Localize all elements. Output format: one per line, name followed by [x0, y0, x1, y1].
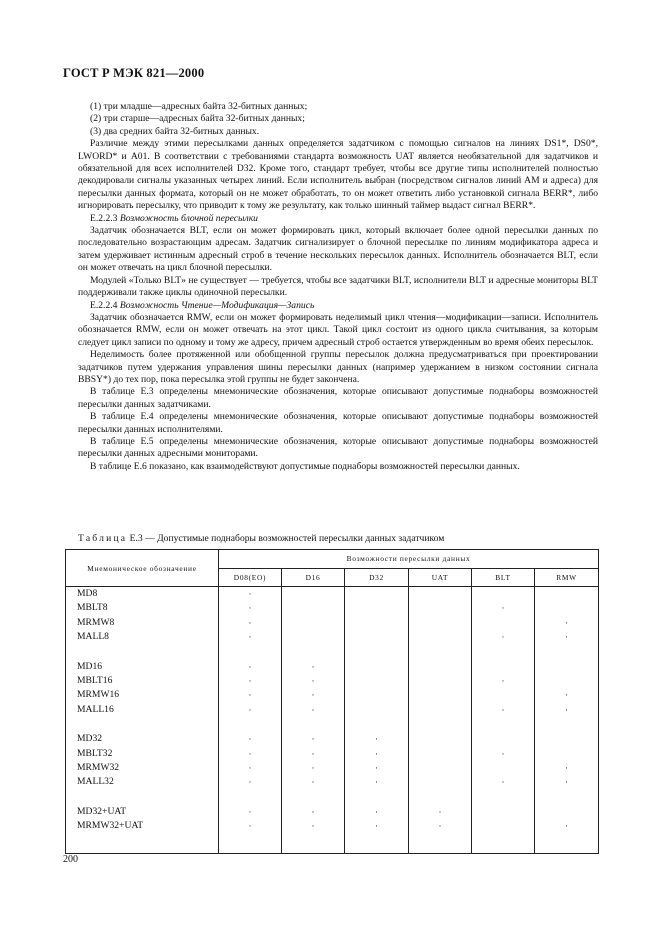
capability-mark-cell: · [409, 819, 472, 833]
capability-mark-cell [409, 674, 472, 688]
spacer-cell [282, 717, 345, 732]
capability-mark-cell [409, 732, 472, 746]
capability-mark-cell: · [219, 674, 282, 688]
spacer-cell [219, 645, 282, 660]
table-row [66, 630, 599, 644]
spacer-cell [472, 790, 535, 805]
capability-mark-cell [535, 660, 599, 674]
capability-mark-cell: · [345, 732, 409, 746]
spacer-cell [535, 834, 599, 854]
paragraph: В таблице E.4 определены мнемонические обозначения, которые описывают допустимые поднаборы возможностей пересылки данных исполнителями. [78, 411, 598, 435]
capability-mark-cell: · [282, 819, 345, 833]
subheading-title: Возможность блочной пересылки [119, 212, 258, 224]
capability-mark-cell: · [345, 747, 409, 761]
spacer-cell [345, 834, 409, 854]
spacer-cell [66, 717, 219, 732]
mnemonic-cell: MBLT8 [66, 601, 219, 615]
capability-mark-cell [345, 630, 409, 644]
capability-mark-cell: · [472, 775, 535, 789]
capability-mark-cell [409, 747, 472, 761]
capability-mark-cell [535, 732, 599, 746]
capability-mark-cell: · [219, 747, 282, 761]
table-row [66, 761, 599, 775]
capability-mark-cell: · [219, 775, 282, 789]
body-text [78, 101, 598, 473]
capability-mark-cell [409, 660, 472, 674]
group-spacer-row [66, 790, 599, 805]
capability-mark-cell [472, 761, 535, 775]
capability-mark-cell [472, 616, 535, 630]
paragraph: В таблице E.5 определены мнемонические обозначения, которые описывают допустимые поднаборы возможностей пересылки данных адресными мониторами. [78, 435, 598, 460]
mnemonic-cell: MD32 [66, 732, 219, 746]
capability-mark-cell: · [282, 660, 345, 674]
capability-mark-cell [345, 660, 409, 674]
capability-mark-cell: · [282, 703, 345, 717]
subheading-rmw [78, 300, 598, 312]
column-header-mnemonic: Мнемоническое обозначение [66, 550, 219, 587]
paragraph: Задатчик обозначается RMW, если он может формировать неделимый цикл чтения—модификации—записи. Исполнитель обозначается RMW, если он может отвечать на этот цикл. Такой цикл состоит из одного цикла считывания, за которым следует цикл записи по одному и тому же адресу, причем адресный строб остается утвержденным во время обеих пересылок. [78, 311, 598, 348]
subheading-number: E.2.2.4 [90, 299, 118, 311]
spacer-cell [66, 645, 219, 660]
mnemonic-cell: MBLT32 [66, 747, 219, 761]
capability-mark-cell [535, 674, 599, 688]
capability-mark-cell: · [282, 761, 345, 775]
spacer-cell [345, 645, 409, 660]
spacer-cell [345, 717, 409, 732]
document-code-header: ГОСТ Р МЭК 821—2000 [63, 66, 205, 80]
capability-mark-cell [472, 732, 535, 746]
paragraph: Задатчик обозначается BLT, если он может формировать цикл, который включает более одной пересылки данных по последовательно возрастающим адресам. Задатчик сигнализирует о блочной пересылке по линиям модификатора адреса и затем удерживает истинным адресный строб в течение нескольких пересылок данных. Исполнитель обозначается BLT, если он может отвечать на цикл блочной пересылки. [78, 225, 598, 274]
column-header: D16 [282, 568, 345, 587]
subheading-blt [78, 213, 598, 225]
mnemonic-cell: MRMW8 [66, 616, 219, 630]
list-item: (3) два средних байта 32-битных данных. [90, 125, 260, 137]
capability-mark-cell [409, 775, 472, 789]
column-header: RMW [535, 568, 599, 587]
column-header: UAT [409, 568, 472, 587]
capability-mark-cell: · [535, 630, 599, 644]
paragraph: Неделимость более протяженной или обобщенной группы пересылок должна предусматриваться при проектировании задатчиков путем удержания управления шины пересылки данных (например удержанием в низком состоянии сигнала BBSY*) до тех пор, пока пересылка этой группы не будет закончена. [78, 349, 598, 385]
capability-mark-cell [345, 616, 409, 630]
table-row [66, 616, 599, 630]
spacer-cell [66, 834, 219, 854]
capability-mark-cell [282, 601, 345, 615]
capability-mark-cell: · [219, 819, 282, 833]
capability-mark-cell: · [219, 703, 282, 717]
capability-mark-cell [535, 587, 599, 602]
paragraph: В таблице E.6 показано, как взаимодействуют допустимые поднаборы возможностей пересылки данных. [90, 460, 520, 472]
group-spacer-row [66, 717, 599, 732]
capability-mark-cell: · [219, 616, 282, 630]
table-row [66, 688, 599, 702]
table-row [66, 775, 599, 789]
column-header: BLT [472, 568, 535, 587]
capability-mark-cell: · [472, 747, 535, 761]
mnemonic-cell: MALL32 [66, 775, 219, 789]
table-bottom-row [66, 834, 599, 854]
capability-mark-cell [535, 747, 599, 761]
capability-mark-cell [409, 616, 472, 630]
spacer-cell [535, 645, 599, 660]
capability-mark-cell [345, 688, 409, 702]
spacer-cell [472, 645, 535, 660]
spacer-cell [409, 645, 472, 660]
column-header: D08(EO) [219, 568, 282, 587]
capability-mark-cell: · [219, 761, 282, 775]
subheading-number: E.2.2.3 [90, 212, 118, 224]
capability-mark-cell [409, 601, 472, 615]
capability-mark-cell [409, 587, 472, 602]
page-number: 200 [63, 854, 78, 865]
spacer-cell [282, 834, 345, 854]
capability-mark-cell: · [472, 630, 535, 644]
capability-mark-cell: · [282, 732, 345, 746]
table-row [66, 819, 599, 833]
capability-mark-cell: · [219, 805, 282, 819]
spacer-cell [219, 834, 282, 854]
capability-mark-cell [345, 674, 409, 688]
capability-mark-cell [472, 805, 535, 819]
capability-mark-cell: · [345, 761, 409, 775]
capability-mark-cell [535, 805, 599, 819]
mnemonic-cell: MRMW32 [66, 761, 219, 775]
spacer-cell [282, 790, 345, 805]
spacer-cell [409, 834, 472, 854]
capability-mark-cell: · [219, 660, 282, 674]
column-group-header: Возможности пересылки данных [219, 550, 599, 569]
capability-mark-cell: · [282, 747, 345, 761]
capability-mark-cell: · [472, 703, 535, 717]
mnemonic-cell: MRMW32+UAT [66, 819, 219, 833]
mnemonic-cell: MALL8 [66, 630, 219, 644]
spacer-cell [472, 834, 535, 854]
table-row [66, 805, 599, 819]
capability-mark-cell [472, 688, 535, 702]
capability-mark-cell [535, 601, 599, 615]
spacer-cell [409, 790, 472, 805]
capability-mark-cell: · [535, 761, 599, 775]
spacer-cell [345, 790, 409, 805]
capability-mark-cell [409, 761, 472, 775]
spacer-cell [472, 717, 535, 732]
capability-mark-cell [282, 630, 345, 644]
capability-mark-cell: · [535, 688, 599, 702]
capability-mark-cell: · [219, 630, 282, 644]
capability-mark-cell: · [345, 819, 409, 833]
table-row [66, 732, 599, 746]
mnemonic-cell: MRMW16 [66, 688, 219, 702]
mnemonic-cell: MBLT16 [66, 674, 219, 688]
capability-mark-cell [345, 587, 409, 602]
capability-mark-cell: · [535, 775, 599, 789]
table-row [66, 674, 599, 688]
paragraph: Различие между этими пересылками данных определяется задатчиком с помощью сигналов на линиях DS1*, DS0*, LWORD* и A01. В соответствии с требованиями стандарта возможность UAT является необязательной для задатчиков и обязательной для всех исполнителей D32. Кроме того, стандарт требует, чтобы все другие типы исполнителей полностью декодировали сигналы указанных четырех линий. Если исполнитель выбран (посредством сигналов линий AM и адреса) для пересылки данных формата, который он не может обработать, то он может ответить либо установкой сигнала BERR*, либо игнорировать пересылку, что приводит к тому же результату, как только шинный таймер выдаст сигнал BERR*. [78, 138, 598, 212]
mnemonic-cell: MD32+UAT [66, 805, 219, 819]
spacer-cell [535, 717, 599, 732]
table-row [66, 703, 599, 717]
capability-mark-cell: · [472, 601, 535, 615]
capability-mark-cell: · [535, 616, 599, 630]
capability-mark-cell [345, 703, 409, 717]
capability-mark-cell [472, 819, 535, 833]
capability-mark-cell [409, 630, 472, 644]
capability-mark-cell: · [282, 775, 345, 789]
list-item: (2) три старше—адресных байта 32-битных данных; [90, 113, 305, 125]
table-row [66, 601, 599, 615]
table-row [66, 660, 599, 674]
subheading-title: Возможность Чтение—Модификация—Запись [119, 299, 315, 311]
capability-mark-cell [472, 587, 535, 602]
capability-mark-cell [409, 688, 472, 702]
spacer-cell [535, 790, 599, 805]
mnemonic-cell: MD16 [66, 660, 219, 674]
paragraph: В таблице E.3 определены мнемонические обозначения, которые описывают допустимые поднаборы возможностей пересылки данных задатчиками. [78, 386, 598, 410]
capability-mark-cell: · [345, 775, 409, 789]
spacer-cell [282, 645, 345, 660]
table-caption [78, 533, 444, 544]
table-caption-text: E.3 — Допустимые поднаборы возможностей пересылки данных задатчиком [129, 533, 445, 544]
capability-mark-cell [472, 660, 535, 674]
column-header: D32 [345, 568, 409, 587]
capability-mark-cell: · [535, 819, 599, 833]
table-row [66, 747, 599, 761]
spacer-cell [409, 717, 472, 732]
capability-mark-cell: · [345, 805, 409, 819]
mnemonic-cell: MD8 [66, 587, 219, 602]
capability-mark-cell: · [219, 732, 282, 746]
list-item: (1) три младше—адресных байта 32-битных данных; [90, 101, 308, 112]
capability-mark-cell: · [409, 805, 472, 819]
capability-mark-cell: · [535, 703, 599, 717]
capability-mark-cell: · [219, 587, 282, 602]
capability-mark-cell: · [282, 674, 345, 688]
capability-mark-cell: · [219, 688, 282, 702]
capability-mark-cell [345, 601, 409, 615]
capability-mark-cell: · [219, 601, 282, 615]
table-row [66, 587, 599, 602]
capability-mark-cell [409, 703, 472, 717]
spacer-cell [66, 790, 219, 805]
capabilities-table [65, 549, 599, 854]
capability-mark-cell [282, 616, 345, 630]
group-spacer-row [66, 645, 599, 660]
mnemonic-cell: MALL16 [66, 703, 219, 717]
spacer-cell [219, 717, 282, 732]
capability-mark-cell: · [282, 805, 345, 819]
capability-mark-cell: · [282, 688, 345, 702]
spacer-cell [219, 790, 282, 805]
table-caption-word: Таблица [78, 533, 128, 544]
capability-mark-cell [282, 587, 345, 602]
paragraph: Модулей «Только BLT» не существует — требуется, чтобы все задатчики BLT, исполнители BLT и адресные мониторы BLT поддерживали также циклы одиночной пересылки. [78, 274, 598, 299]
capability-mark-cell: · [472, 674, 535, 688]
